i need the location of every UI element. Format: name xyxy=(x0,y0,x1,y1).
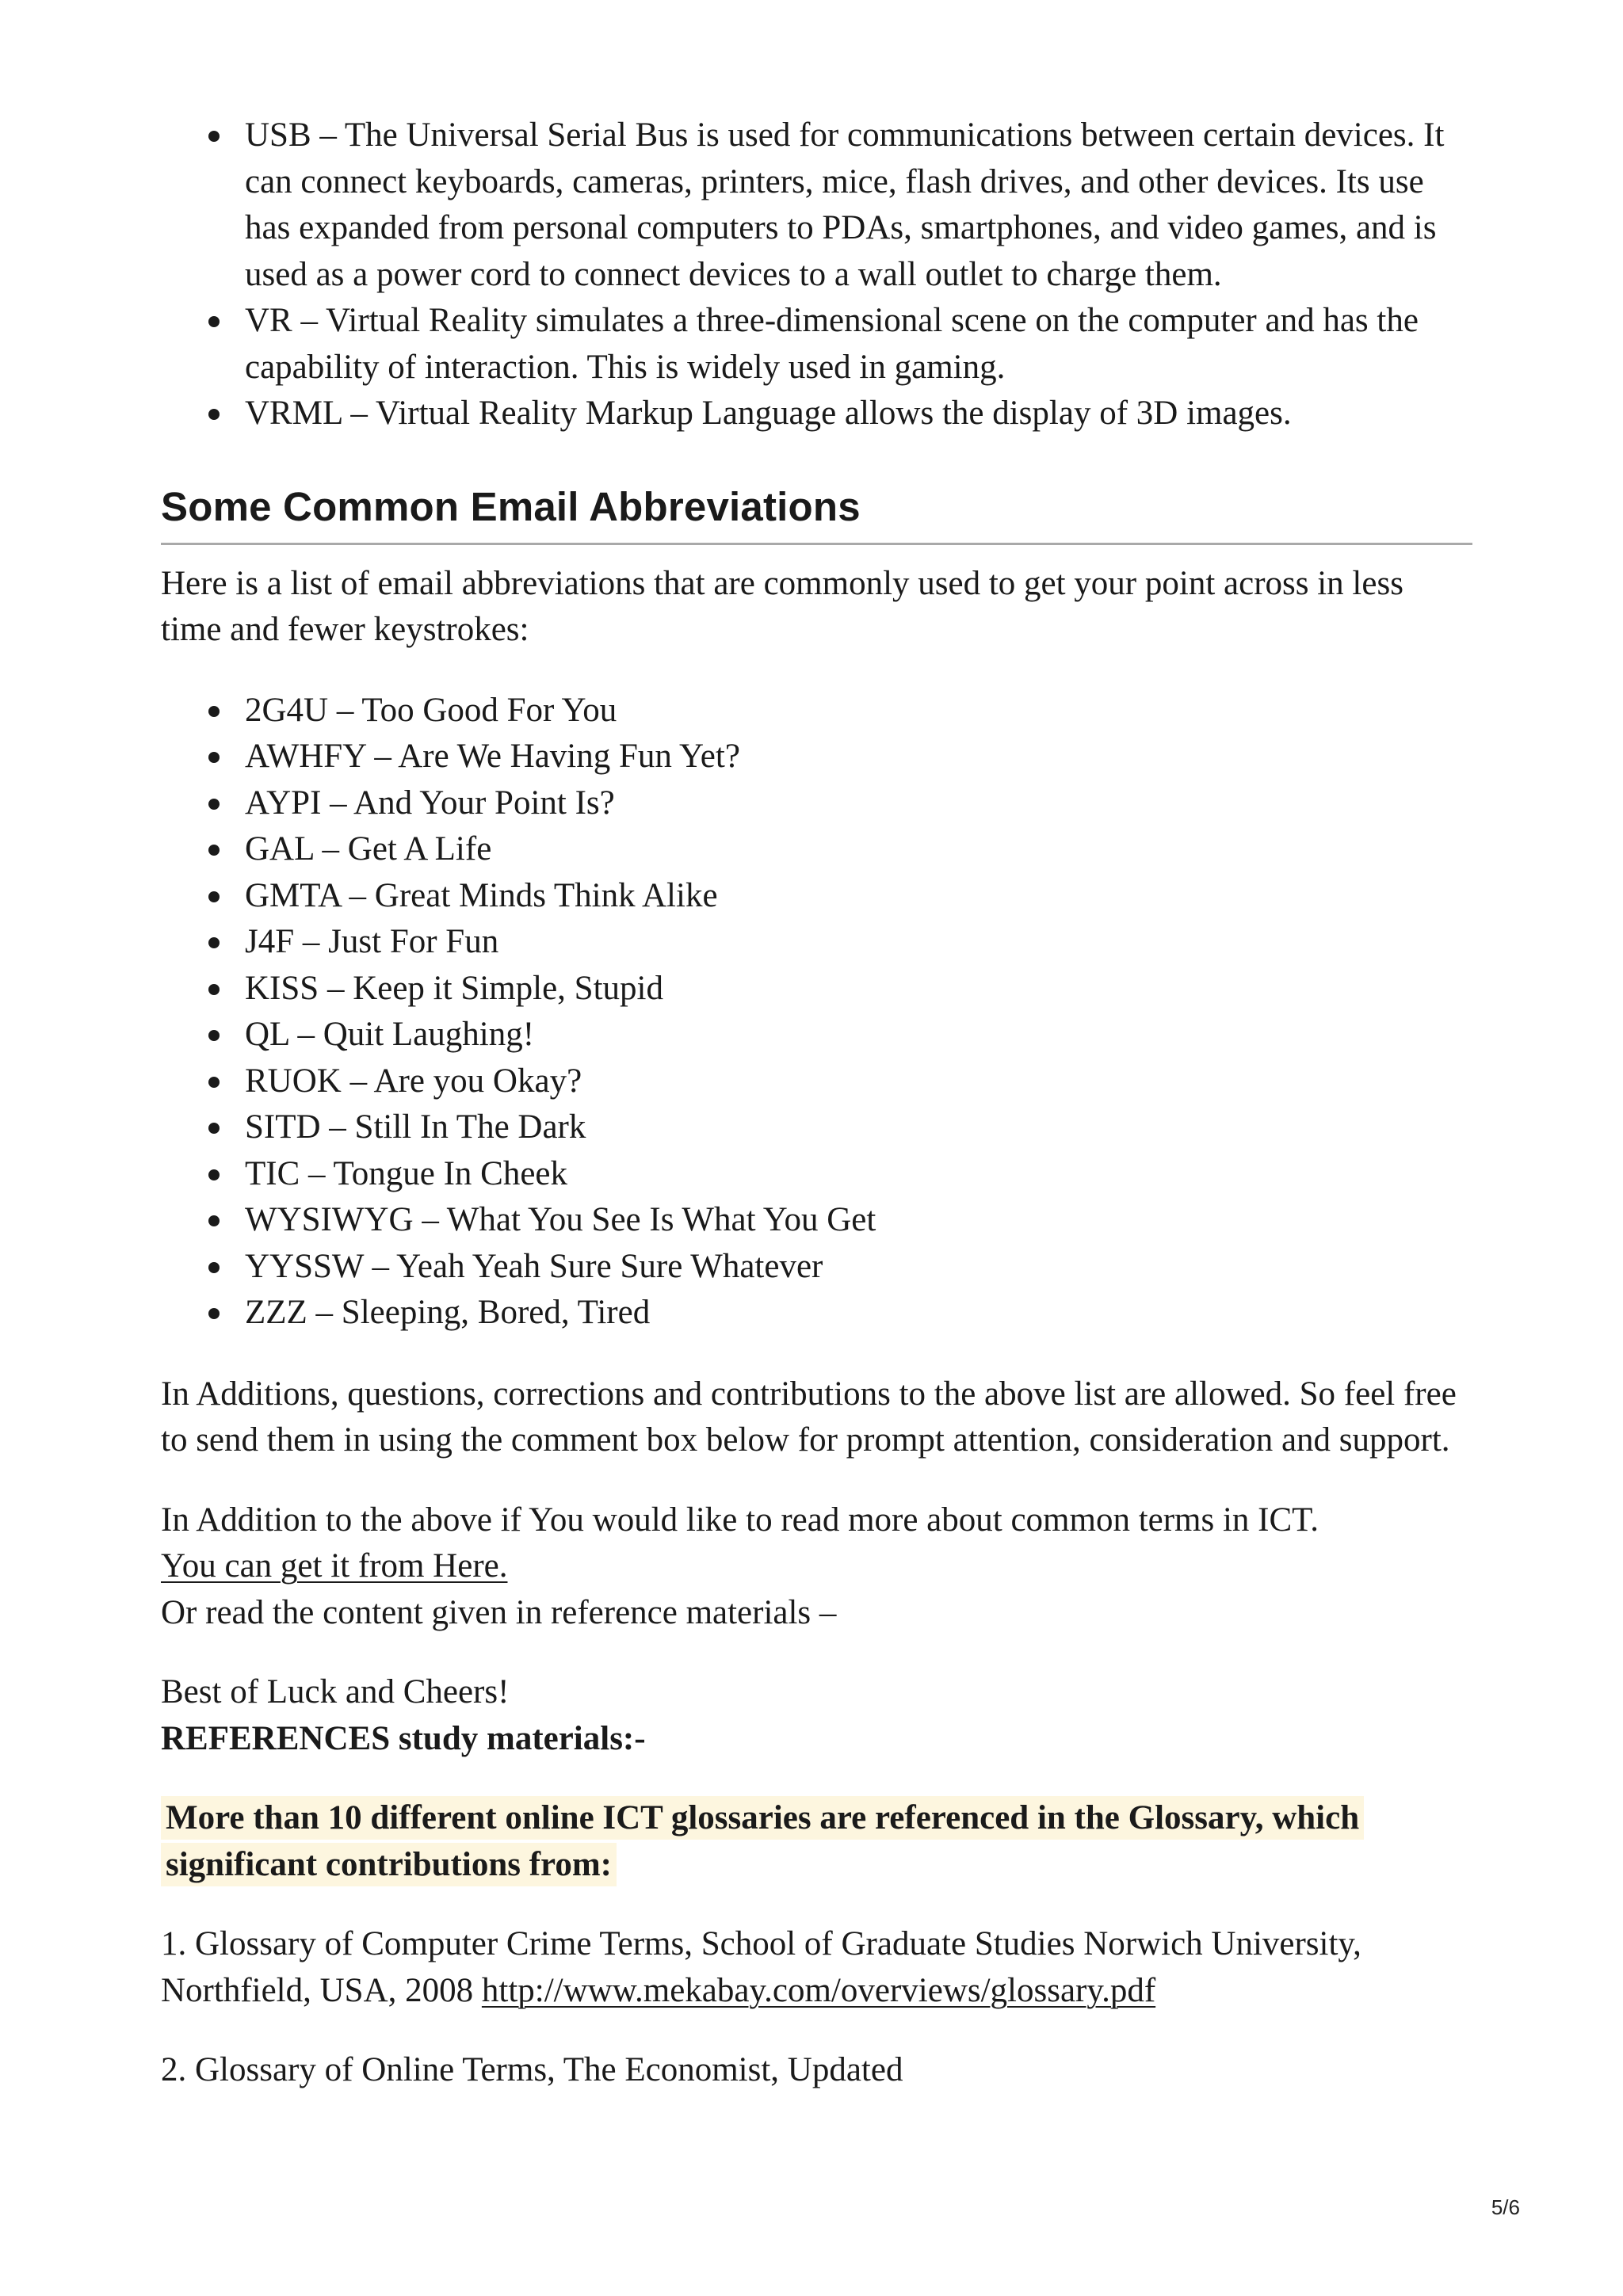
highlighted-note xyxy=(161,1795,1472,1888)
references-heading: REFERENCES study materials:- xyxy=(161,1719,646,1757)
list-item: J4F – Just For Fun xyxy=(161,919,1472,966)
list-item: QL – Quit Laughing! xyxy=(161,1012,1472,1058)
top-bullet-list xyxy=(161,113,1472,437)
list-item: GMTA – Great Minds Think Alike xyxy=(161,873,1472,920)
closing-text: Best of Luck and Cheers! xyxy=(161,1673,510,1711)
list-item: AWHFY – Are We Having Fun Yet? xyxy=(161,734,1472,780)
list-item: YYSSW – Yeah Yeah Sure Sure Whatever xyxy=(161,1244,1472,1291)
additions-paragraph: In Additions, questions, corrections and contributions to the above list are allowed. So feel free to send them in using the comment box below for prompt attention, consideration and support. xyxy=(161,1375,1457,1459)
read-more-link[interactable]: You can get it from Here. xyxy=(161,1547,508,1585)
list-item: USB – The Universal Serial Bus is used for communications between certain devices. It can connect keyboards, cameras, printers, mice, flash drives, and other devices. Its use has expanded from personal computers to PDAs, smartphones, and video games, and is used as a power cord to connect devices to a wall outlet to charge them. xyxy=(161,113,1472,298)
reference-item-1 xyxy=(161,1921,1472,2014)
list-item: VR – Virtual Reality simulates a three-dimensional scene on the computer and has the capability of interaction. This is widely used in gaming. xyxy=(161,298,1472,391)
read-more-after: Or read the content given in reference materials – xyxy=(161,1593,837,1631)
read-more-text: In Addition to the above if You would like to read more about common terms in ICT. xyxy=(161,1501,1319,1539)
list-item: WYSIWYG – What You See Is What You Get xyxy=(161,1197,1472,1244)
reference-1-text: 1. Glossary of Computer Crime Terms, School of Graduate Studies Norwich University, Northfield, USA, 2008 xyxy=(161,1925,1361,2009)
abbreviation-list xyxy=(161,688,1472,1337)
highlighted-note-text: More than 10 different online ICT glossaries are referenced in the Glossary, which significant contributions from: xyxy=(161,1796,1364,1886)
reference-1-link[interactable]: http://www.mekabay.com/overviews/glossary.pdf xyxy=(481,1971,1156,2009)
list-item: GAL – Get A Life xyxy=(161,826,1472,873)
list-item: SITD – Still In The Dark xyxy=(161,1104,1472,1151)
page-number: 5/6 xyxy=(1491,2195,1520,2219)
closing-block xyxy=(161,1669,1472,1762)
list-item: 2G4U – Too Good For You xyxy=(161,688,1472,734)
list-item: KISS – Keep it Simple, Stupid xyxy=(161,966,1472,1013)
section-intro: Here is a list of email abbreviations that are commonly used to get your point across in less time and fewer keystrokes: xyxy=(161,564,1403,648)
read-more-paragraph xyxy=(161,1497,1472,1637)
reference-item-2: 2. Glossary of Online Terms, The Economist, Updated xyxy=(161,2051,903,2088)
section-heading: Some Common Email Abbreviations xyxy=(161,481,1472,545)
list-item: AYPI – And Your Point Is? xyxy=(161,780,1472,827)
list-item: VRML – Virtual Reality Markup Language allows the display of 3D images. xyxy=(161,391,1472,437)
list-item: TIC – Tongue In Cheek xyxy=(161,1151,1472,1198)
list-item: RUOK – Are you Okay? xyxy=(161,1058,1472,1105)
list-item: ZZZ – Sleeping, Bored, Tired xyxy=(161,1290,1472,1337)
document-page xyxy=(161,113,1472,2094)
